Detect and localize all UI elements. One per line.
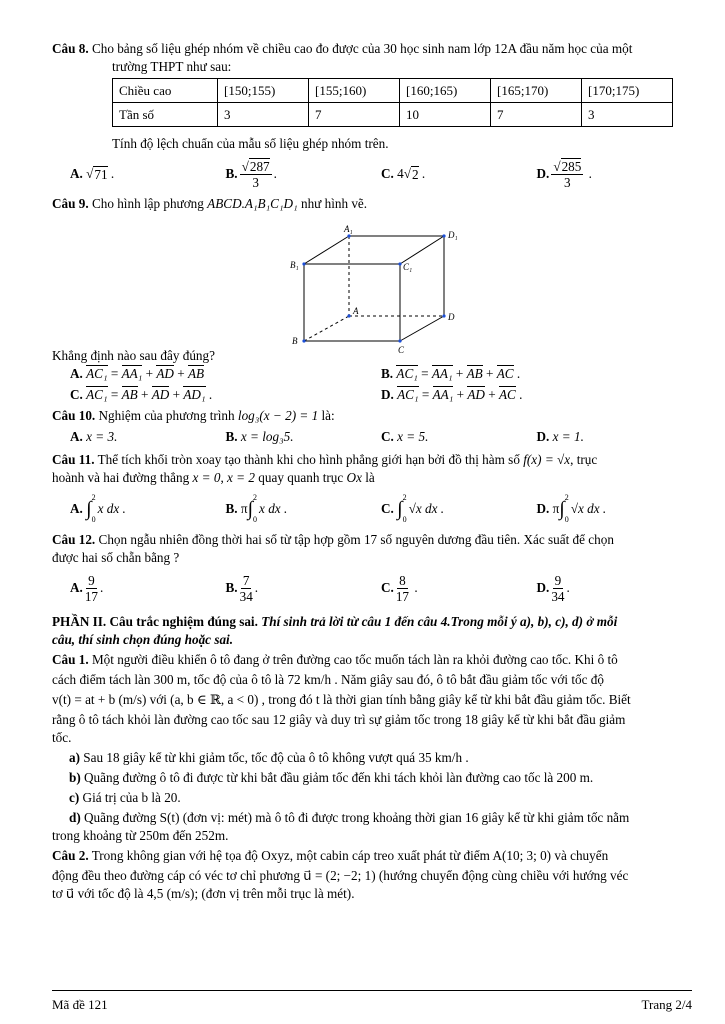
table-cell: [160;165) xyxy=(400,79,491,103)
p2q1-item-d[interactable] xyxy=(69,809,692,827)
q9-stem xyxy=(52,195,692,213)
upper-limit: 2 xyxy=(402,493,407,502)
option-label: C. xyxy=(381,429,394,444)
label-a: A xyxy=(353,306,359,316)
option-value: 285 xyxy=(561,158,582,174)
option-label: C. xyxy=(381,166,394,181)
vertex-a xyxy=(347,314,350,317)
q11-label: Câu 11. xyxy=(52,452,95,467)
page-number: Trang 2/4 xyxy=(641,997,692,1012)
q9-option-a[interactable]: A. AC₁ = AA₁ + AD + AB xyxy=(70,365,205,381)
p2q1-line: Một người điều khiển ô tô đang ở trên đường cao tốc muốn tách làn ra khỏi đường cao tốc. Khi ô tô xyxy=(91,652,618,667)
vector: AB xyxy=(121,387,138,402)
q10-option-b[interactable] xyxy=(226,429,382,445)
vertex-b xyxy=(302,339,305,342)
lower-limit: 0 xyxy=(402,515,407,524)
q12-text: Chọn ngẫu nhiên đồng thời hai số từ tập hợp gồm 17 số nguyên dương đầu tiên. Xác suất để chọn xyxy=(98,532,614,547)
q9-options-row1 xyxy=(70,365,692,382)
q10-label: Câu 10. xyxy=(52,408,96,423)
q8-stem xyxy=(52,40,692,58)
q8-question: Tính độ lệch chuẩn của mẫu số liệu ghép nhóm trên. xyxy=(112,136,389,151)
q11-stem-line2: hoành và hai đường thẳng x = 0, x = 2 quay quanh trục Ox là xyxy=(52,470,375,485)
q10-stem xyxy=(52,407,692,425)
vector: AA₁ xyxy=(432,387,454,402)
table-cell: [165;170) xyxy=(491,79,582,103)
vector: AC₁ xyxy=(397,387,419,402)
q10-option-d[interactable] xyxy=(537,429,693,445)
option-pre: π xyxy=(240,501,248,516)
item-label: c) xyxy=(69,790,80,805)
table-cell: [150;155) xyxy=(218,79,309,103)
option-label: D. xyxy=(536,580,550,595)
integral-sign: ∫ xyxy=(86,498,92,520)
upper-limit: 2 xyxy=(564,493,569,502)
q11-axis: Ox xyxy=(346,470,362,485)
vector: AC xyxy=(496,366,514,381)
edge-cd xyxy=(400,316,444,341)
option-label: D. xyxy=(381,386,394,402)
q11-option-a[interactable] xyxy=(70,494,226,524)
p2q1-item-c[interactable] xyxy=(69,789,692,807)
q8-label: Câu 8. xyxy=(52,41,89,56)
q10-equation: log₃(x − 2) = 1 xyxy=(237,408,319,423)
p2q1-line: v(t) = at + b (m/s) với (a, b ∈ ℝ, a < 0) , trong đó t là thời gian tính bằng giây kể từ khi bắt đầu giảm tốc. Biết xyxy=(52,692,631,707)
item-label: d) xyxy=(69,810,81,825)
lower-limit: 0 xyxy=(253,515,258,524)
q10-text-after: là: xyxy=(321,408,335,423)
p2q1-stem xyxy=(52,651,692,669)
option-label: B. xyxy=(225,166,238,181)
option-label: B. xyxy=(225,580,238,595)
option-label: C. xyxy=(70,386,83,402)
vector: AA₁ xyxy=(121,366,143,381)
option-pre: π xyxy=(552,501,560,516)
option-value: x dx . xyxy=(97,501,126,516)
table-cell: Chiều cao xyxy=(113,79,218,103)
fraction-den: 3 xyxy=(564,174,571,190)
p2q2-line: Trong không gian với hệ tọa độ Oxyz, một cabin cáp treo xuất phát từ điểm A(10; 3; 0) và chuyển xyxy=(91,848,609,863)
q12-text2: được hai số chẵn bằng ? xyxy=(52,550,180,565)
q11-func: f(x) = √x xyxy=(523,452,571,467)
option-value: x = 1. xyxy=(552,429,584,444)
option-label: A. xyxy=(70,166,83,181)
table-cell: [155;160) xyxy=(309,79,400,103)
option-label: A. xyxy=(70,429,83,444)
table-cell: 7 xyxy=(309,103,400,127)
upper-limit: 2 xyxy=(253,493,258,502)
fraction: $\frac{√287}{3}$ xyxy=(241,158,270,190)
lower-limit: 0 xyxy=(564,515,569,524)
q12-option-a[interactable]: A. $\frac{9}{17}$ . xyxy=(70,572,104,604)
option-value: 287 xyxy=(249,158,270,174)
vertex-b1 xyxy=(302,262,305,265)
q8-text: Cho bảng số liệu ghép nhóm về chiều cao đo được của 30 học sinh nam lớp 12A đầu năm học của một xyxy=(91,41,633,56)
vector: AB xyxy=(466,366,483,381)
lower-limit: 0 xyxy=(91,515,96,524)
q11-text3: hoành và hai đường thẳng xyxy=(52,470,190,485)
p2q2-stem xyxy=(52,847,692,865)
label-d: D xyxy=(448,312,455,322)
option-label: B. xyxy=(225,429,238,444)
part2-title: PHẦN II. Câu trắc nghiệm đúng sai. xyxy=(52,614,258,629)
option-value: 71 xyxy=(94,166,108,182)
q8-option-c[interactable]: C. 4 √ 2 . xyxy=(381,166,426,182)
cube-svg xyxy=(282,224,457,354)
upper-limit: 2 xyxy=(91,493,96,502)
q8-option-b[interactable]: B. $\frac{√287}{3}$ . xyxy=(225,158,277,190)
option-value: x = 3. xyxy=(86,429,118,444)
option-value: 4 xyxy=(397,166,404,181)
part2-instr2: câu, thí sinh chọn đúng hoặc sai. xyxy=(52,632,234,647)
q9-question: Khẳng định nào sau đây đúng? xyxy=(52,348,215,363)
table-row xyxy=(113,103,673,127)
fraction-den: 17 xyxy=(395,588,410,604)
exam-page xyxy=(52,38,692,903)
exam-code: Mã đề 121 xyxy=(52,997,108,1012)
option-label: D. xyxy=(536,166,550,181)
item-label: b) xyxy=(69,770,81,785)
label-b1: B₁ xyxy=(290,260,299,270)
q12-label: Câu 12. xyxy=(52,532,96,547)
vertex-a1 xyxy=(347,234,350,237)
cube-figure xyxy=(282,224,457,354)
vertex-d xyxy=(442,314,445,317)
p2q2-label: Câu 2. xyxy=(52,848,89,863)
p2q1-line: rằng ô tô tách khỏi làn đường cao tốc sau 12 giây và duy trì sự giảm tốc trong 18 giây kể từ khi bắt đầu giảm xyxy=(52,712,626,727)
label-a1: A₁ xyxy=(344,224,353,234)
fraction-den: 3 xyxy=(252,174,259,190)
q11-text2: , trục xyxy=(570,452,598,467)
p2q1-line: cách điểm tách làn 300 m, tốc độ của ô tô là 72 km/h . Năm giây sau đó, ô tô bắt đầu giảm tốc với tốc độ xyxy=(52,672,604,687)
option-value: √x dx . xyxy=(408,501,445,516)
q11-options xyxy=(70,489,692,529)
option-value: √x dx . xyxy=(570,501,607,516)
vector: AD xyxy=(467,387,485,402)
q11-line1: x = 0 xyxy=(192,470,221,485)
cube-name: ABCD.A₁B₁C₁D₁ xyxy=(207,196,298,211)
option-value: x dx . xyxy=(259,501,288,516)
q12-options xyxy=(70,569,692,607)
fraction: $\frac{√285}{3}$ xyxy=(553,158,582,190)
item-text: Quãng đường S(t) (đơn vị: mét) mà ô tô đi được trong khoảng thời gian 16 giây kể từ khi giảm tốc nằm xyxy=(84,810,630,825)
item-text: Giá trị của b là 20. xyxy=(82,790,181,805)
vector: AB xyxy=(187,366,205,381)
q11-text: Thể tích khối tròn xoay tạo thành khi cho hình phẳng giới hạn bởi đồ thị hàm số xyxy=(97,452,520,467)
q8-option-d[interactable]: D. $\frac{√285}{3}$ . xyxy=(536,158,592,190)
q11-line2: x = 2 xyxy=(227,470,255,485)
q11-text4: quay quanh trục xyxy=(258,470,344,485)
p2q1-label: Câu 1. xyxy=(52,652,89,667)
option-label: D. xyxy=(536,501,550,516)
q9-option-d[interactable]: D. AC₁ = AA₁ + AD + AC . xyxy=(381,386,523,402)
vector: AC₁ xyxy=(396,366,418,381)
label-b: B xyxy=(292,336,298,346)
vertex-c1 xyxy=(398,262,401,265)
q11-option-d[interactable] xyxy=(537,494,693,524)
option-label: C. xyxy=(381,501,394,516)
vector: AD xyxy=(156,366,174,381)
q8-options xyxy=(70,155,692,193)
q12-option-c[interactable]: C. $\frac{8}{17}$ . xyxy=(381,572,418,604)
vertex-d1 xyxy=(442,234,445,237)
fraction xyxy=(240,573,253,604)
limits xyxy=(253,494,257,524)
q10-option-c[interactable] xyxy=(381,429,537,445)
item-text: Sau 18 giây kể từ khi giảm tốc, tốc độ của ô tô không vượt quá 35 km/h . xyxy=(83,750,469,765)
q10-options xyxy=(70,429,692,445)
fraction xyxy=(85,573,98,604)
fraction-num: 8 xyxy=(399,572,406,588)
option-label: C. xyxy=(381,580,394,595)
fraction-num: 9 xyxy=(554,572,562,588)
p2q2-line: tơ u⃗ với tốc độ là 4,5 (m/s); (đơn vị trên mỗi trục là mét). xyxy=(52,886,355,901)
vector: AA₁ xyxy=(431,366,453,381)
integral-sign: ∫ xyxy=(559,498,565,520)
vertex-c xyxy=(398,339,401,342)
q10-option-a[interactable] xyxy=(70,429,226,445)
table-cell: 3 xyxy=(218,103,309,127)
q8-text2: trường THPT như sau: xyxy=(112,59,232,74)
table-cell: [170;175) xyxy=(582,79,673,103)
q11-option-b[interactable] xyxy=(226,494,382,524)
option-label: B. xyxy=(381,365,394,381)
label-d1: D₁ xyxy=(448,230,458,240)
limits xyxy=(403,494,407,524)
q11-stem xyxy=(52,451,692,469)
table-row xyxy=(113,79,673,103)
p2q1-item-b[interactable] xyxy=(69,769,692,787)
table-cell: 3 xyxy=(582,103,673,127)
edge-c1d1 xyxy=(400,236,444,264)
vector: AD xyxy=(151,387,170,402)
q8-option-a[interactable]: A. √ 71 . xyxy=(70,166,115,182)
option-label: B. xyxy=(225,501,238,516)
q12-option-b[interactable]: B. $\frac{7}{34}$ . xyxy=(225,572,259,604)
fraction-den: 17 xyxy=(84,588,99,604)
fraction-den: 34 xyxy=(551,588,565,604)
q12-option-d[interactable]: D. $\frac{9}{34}$ . xyxy=(536,572,570,604)
p2q1-item-d-cont: trong khoảng từ 250m đến 252m. xyxy=(52,828,229,843)
q9-label: Câu 9. xyxy=(52,196,89,211)
fraction-den: 34 xyxy=(239,588,253,604)
option-label: A. xyxy=(70,365,83,381)
q9-option-b[interactable]: B. AC₁ = AA₁ + AB + AC . xyxy=(381,365,521,381)
fraction xyxy=(551,573,564,604)
option-value: 2 xyxy=(411,166,419,182)
option-label: D. xyxy=(536,429,550,444)
fraction-num: 7 xyxy=(242,572,250,588)
p2q1-item-a[interactable] xyxy=(69,749,692,767)
p2q1-line: tốc. xyxy=(52,730,72,745)
edge-ba-hidden xyxy=(304,316,349,341)
fraction-num: 9 xyxy=(88,572,95,588)
frequency-table xyxy=(112,78,673,127)
fraction xyxy=(396,573,409,604)
limits xyxy=(92,494,96,524)
p2q2-line: động đều theo đường cáp có véc tơ chỉ phương u⃗ = (2; −2; 1) (hướng chuyển động cùng chiều với hướng véc xyxy=(52,868,629,883)
q9-text-after: như hình vẽ. xyxy=(300,196,368,211)
option-value: x = 5. xyxy=(397,429,429,444)
edge-b1a1 xyxy=(304,236,349,264)
q9-options-row2 xyxy=(70,386,692,403)
option-value: x = log₃5. xyxy=(240,429,294,444)
option-label: A. xyxy=(70,501,83,516)
integral-sign: ∫ xyxy=(397,498,403,520)
q9-text: Cho hình lập phương xyxy=(91,196,204,211)
option-label: A. xyxy=(70,580,83,595)
part2-heading xyxy=(52,613,692,631)
item-text: Quãng đường ô tô đi được từ khi bắt đầu giảm tốc đến khi tách khỏi làn đường cao tốc là 200 m. xyxy=(84,770,594,785)
table-cell: 10 xyxy=(400,103,491,127)
vector: AC₁ xyxy=(86,366,108,381)
page-footer xyxy=(52,990,692,1013)
q10-text: Nghiệm của phương trình xyxy=(98,408,235,423)
q11-text5: là xyxy=(365,470,375,485)
q12-stem xyxy=(52,531,692,549)
q11-option-c[interactable] xyxy=(381,494,537,524)
part2-instr: Thí sinh trả lời từ câu 1 đến câu 4.Trong mỗi ý a), b), c), d) ở mỗi xyxy=(261,614,618,629)
item-label: a) xyxy=(69,750,80,765)
vector: AC₁ xyxy=(86,387,108,402)
label-c1: C₁ xyxy=(403,262,413,272)
vector: AC xyxy=(498,387,516,402)
table-cell: Tần số xyxy=(113,103,218,127)
vector: AD₁ xyxy=(183,387,206,402)
label-c: C xyxy=(398,345,405,355)
q9-option-c[interactable]: C. AC₁ = AB + AD + AD₁ . xyxy=(70,386,213,402)
integral-sign: ∫ xyxy=(247,498,254,520)
limits xyxy=(565,494,569,524)
table-cell: 7 xyxy=(491,103,582,127)
